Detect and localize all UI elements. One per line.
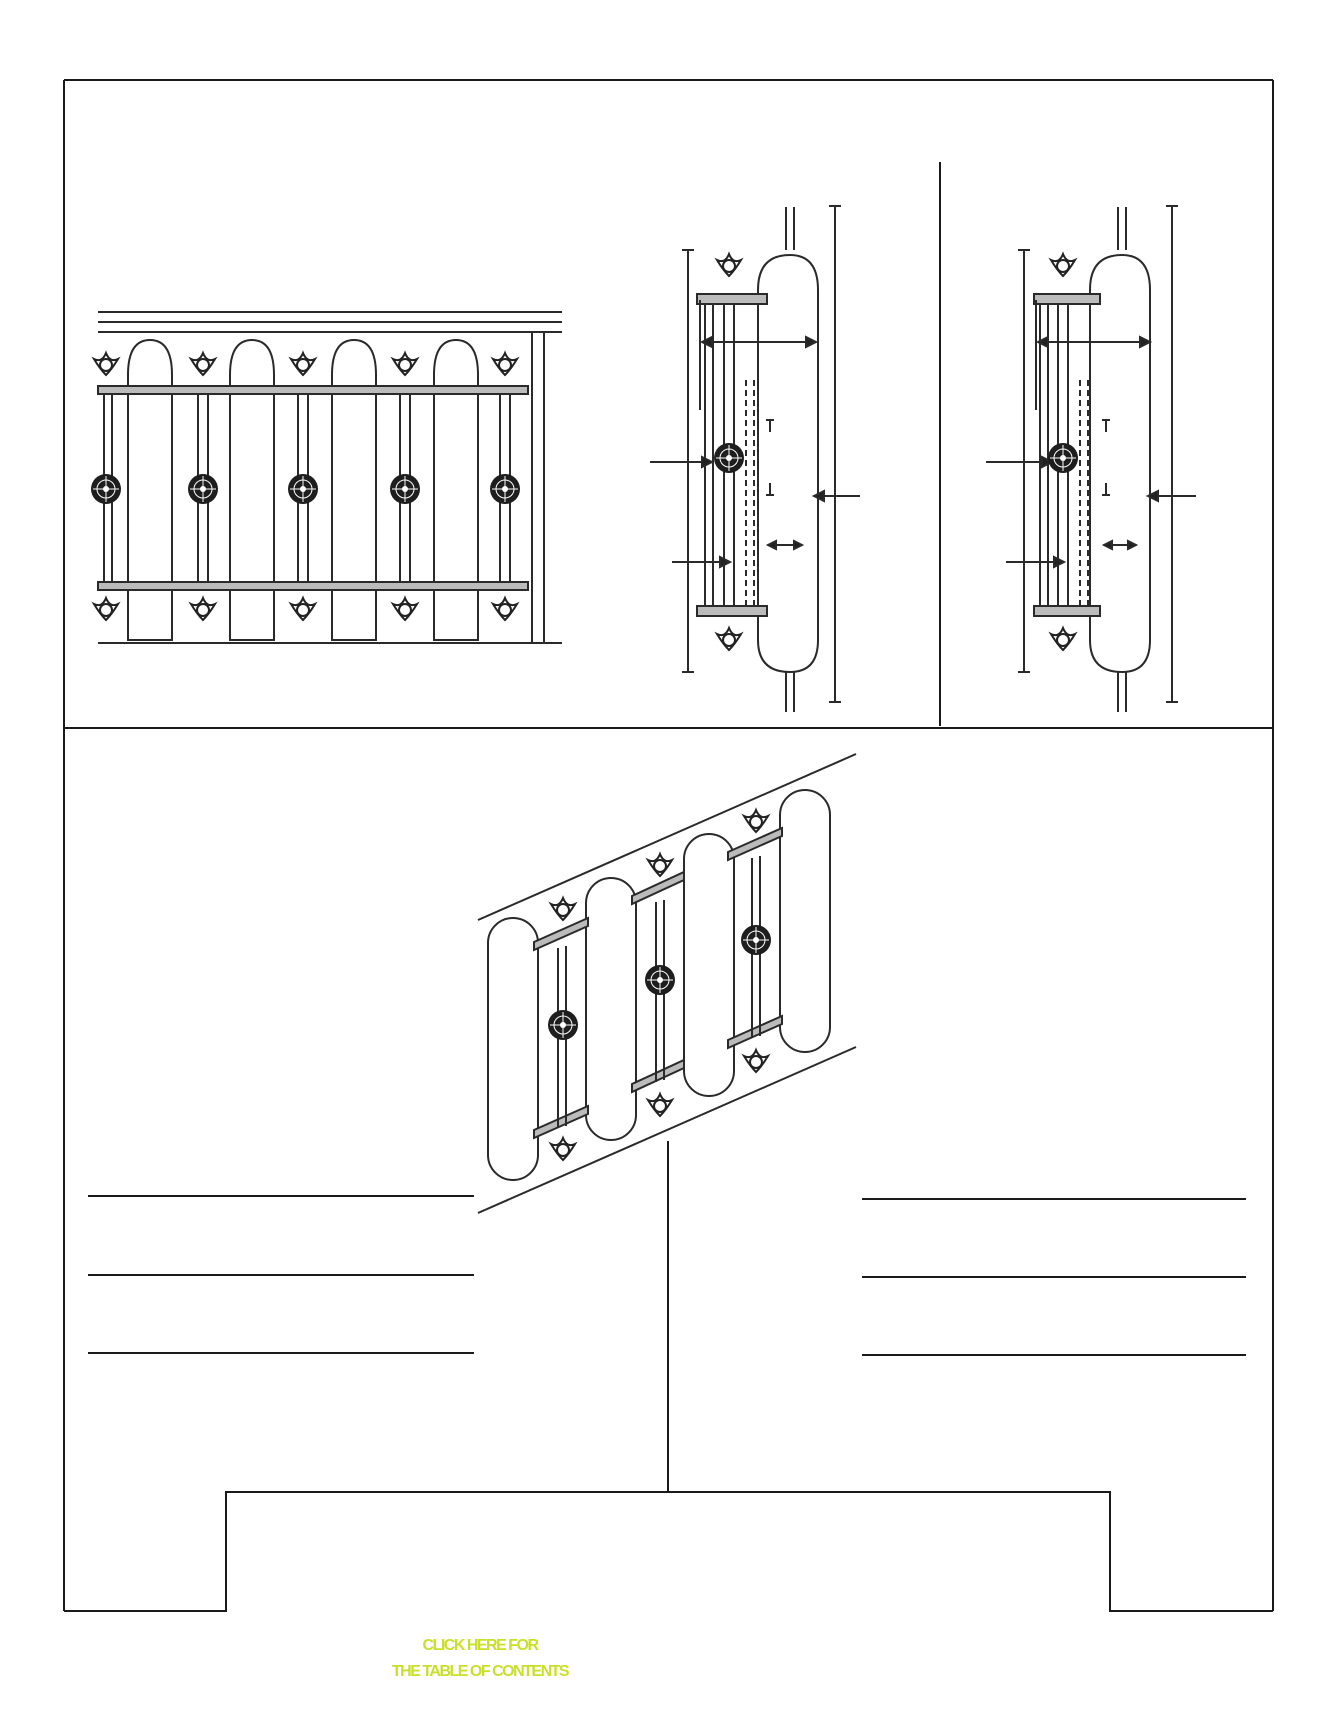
toc-link-line-1: CLICK HERE FOR bbox=[422, 1637, 538, 1654]
stair-railing-ornaments bbox=[548, 810, 771, 1160]
toc-link-line-2: THE TABLE OF CONTENTS bbox=[391, 1663, 569, 1680]
blank-lines-right bbox=[862, 1199, 1246, 1355]
blank-lines-left bbox=[88, 1196, 474, 1353]
panel-detail-drawing-2 bbox=[986, 206, 1196, 712]
panel-detail-ornaments-2 bbox=[1048, 254, 1078, 650]
table-of-contents-link[interactable] bbox=[230, 1633, 730, 1685]
panel-detail-ornaments-1 bbox=[714, 254, 744, 650]
railing-elevation-drawing bbox=[98, 312, 562, 643]
panel-detail-drawing-1 bbox=[650, 206, 860, 712]
page-frame bbox=[64, 80, 1273, 1611]
